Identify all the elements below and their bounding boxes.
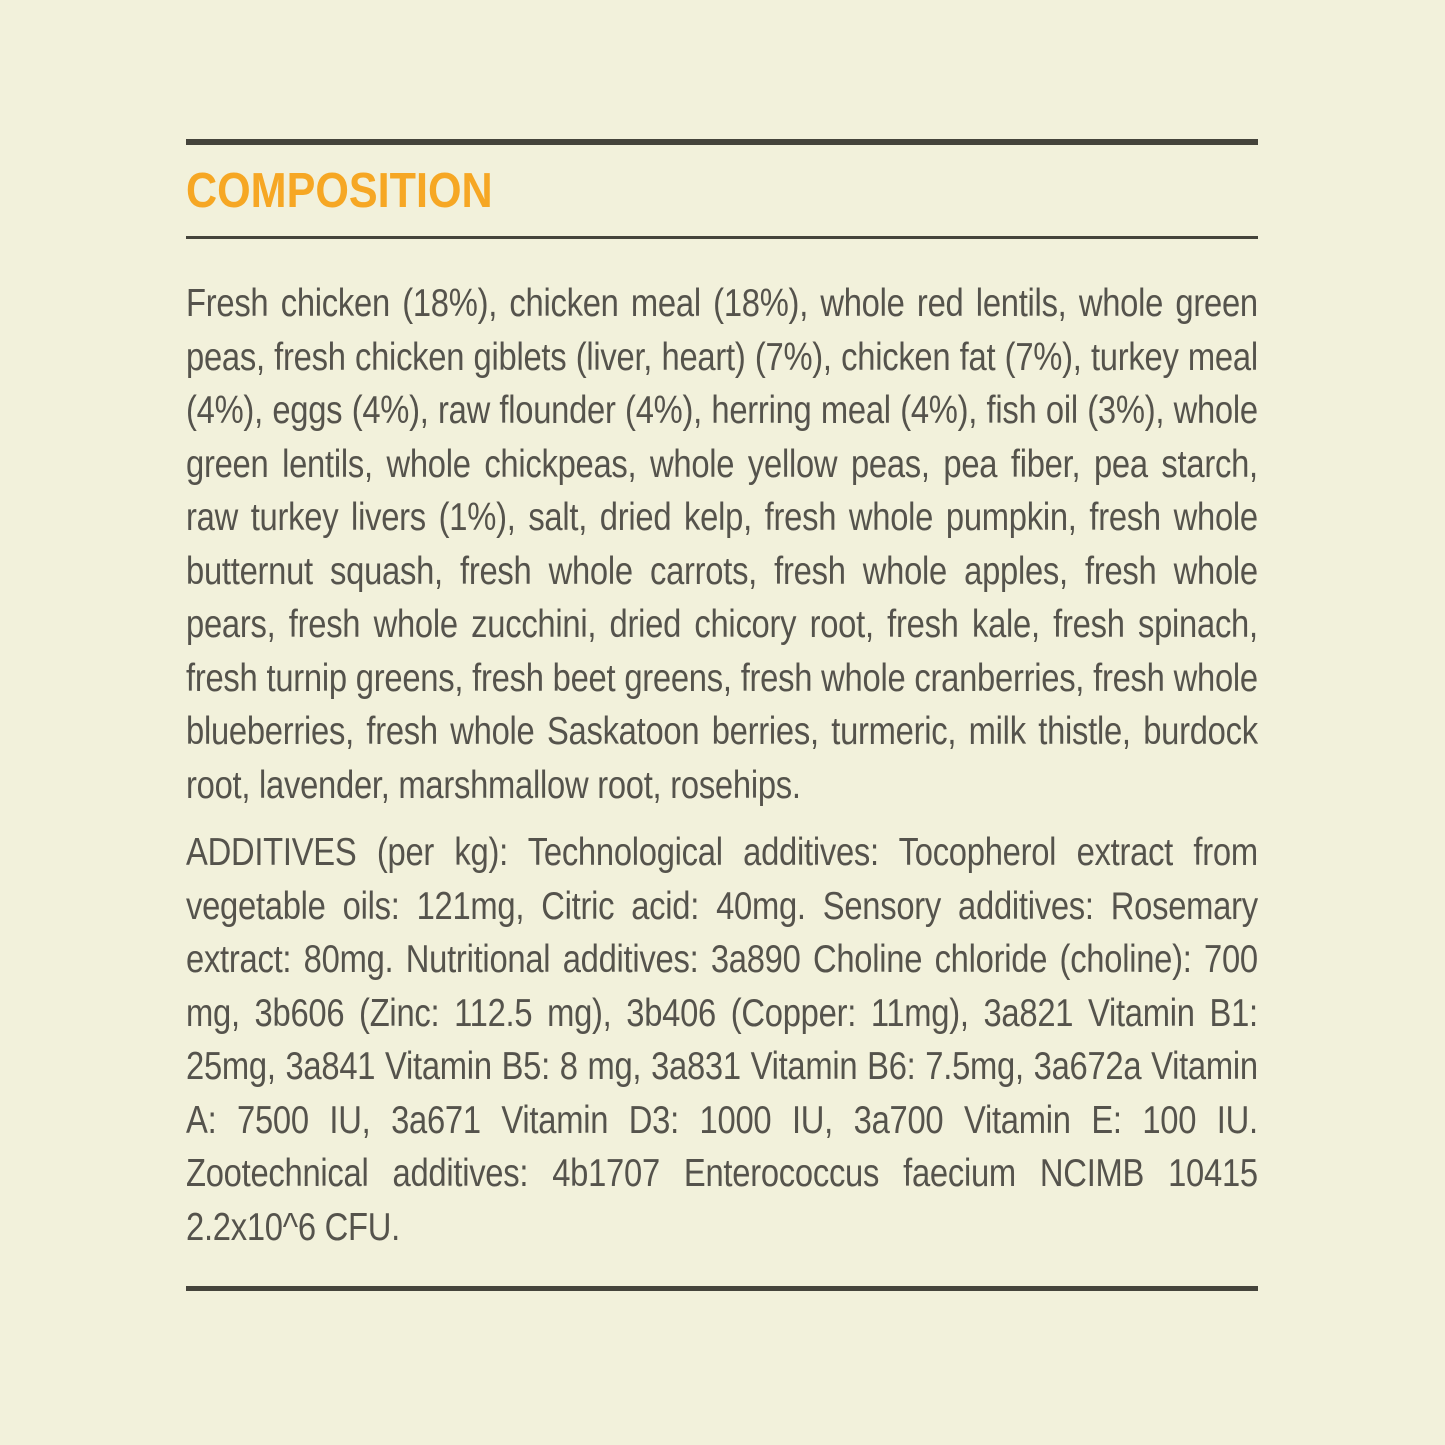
top-divider-rule: [186, 139, 1258, 145]
bottom-divider-rule: [186, 1286, 1258, 1291]
ingredients-paragraph: Fresh chicken (18%), chicken meal (18%), whole red lentils, whole green peas, fresh chicken giblets (liver, heart) (7%), chicken fat (7%), turkey meal (4%), eggs (4%), raw flounder (4%), herring meal (4%), fish oil (3%), whole green lentils, whole chickpeas, whole yellow peas, pea fiber, pea starch, raw turkey livers (1%), salt, dried kelp, fresh whole pumpkin, fresh whole butternut squash, fresh whole carrots, fresh whole apples, fresh whole pears, fresh whole zucchini, dried chicory root, fresh kale, fresh spinach, fresh turnip greens, fresh beet greens, fresh whole cranberries, fresh whole blueberries, fresh whole Saskatoon berries, turmeric, milk thistle, burdock root, lavender, marshmallow root, rosehips.: [186, 282, 1258, 807]
additives-paragraph: ADDITIVES (per kg): Technological additives: Tocopherol extract from vegetable oils: 121mg, Citric acid: 40mg. Sensory additives: Rosemary extract: 80mg. Nutritional additives: 3a890 Choline chloride (choline): 700 mg, 3b606 (Zinc: 112.5 mg), 3b406 (Copper: 11mg), 3a821 Vitamin B1: 25mg, 3a841 Vitamin B5: 8 mg, 3a831 Vitamin B6: 7.5mg, 3a672a Vitamin A: 7500 IU, 3a671 Vitamin D3: 1000 IU, 3a700 Vitamin E: 100 IU. Zootechnical additives: 4b1707 Enterococcus faecium NCIMB 10415 2.2x10^6 CFU.: [186, 831, 1258, 1249]
section-title: COMPOSITION: [186, 164, 493, 218]
label-body-text: [186, 277, 1258, 1254]
composition-panel: [186, 139, 1258, 1291]
heading-divider-rule: [186, 236, 1258, 239]
